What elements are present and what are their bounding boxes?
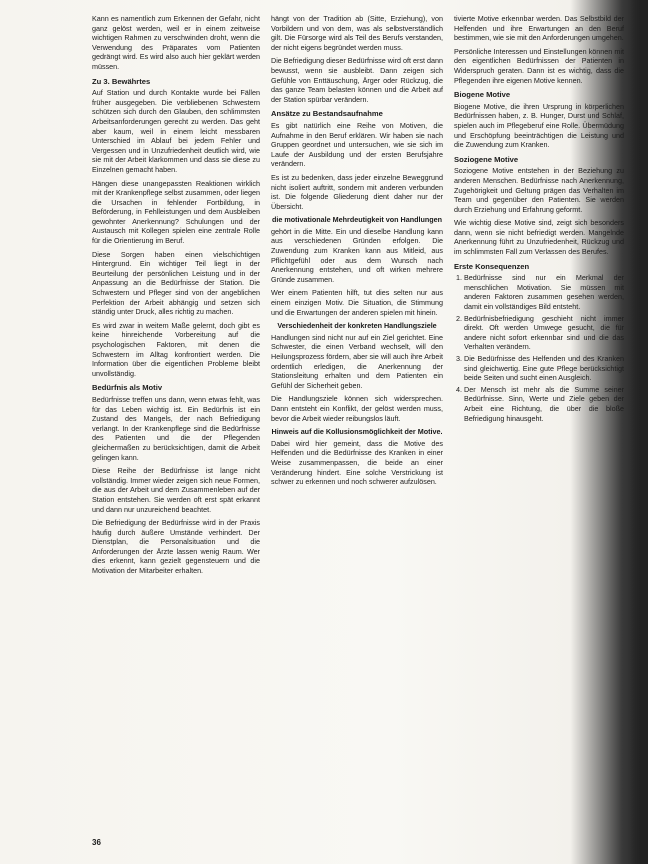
list-item: 2. Bedürfnisbefriedigung geschieht nicht immer direkt. Oft werden Umwege gesucht, die für andere nicht sofort erkennbar sind und die das Verhalten verändern. [464, 314, 624, 352]
paragraph: Dabei wird hier gemeint, dass die Motive des Helfenden und die Bedürfnisse des Kranken in einer Weise zusammenpassen, die beide an einer Veränderung hindert. Eine solche Verstrickung ist schwer zu erkennen und noch schwerer aufzulösen. [271, 438, 443, 487]
paragraph: Die Befriedigung der Bedürfnisse wird in der Praxis häufig durch äußere Umstände verhindert. Der Dienstplan, die Personalsituation und die Anforderungen der Ärzte lassen wenig Raum. Wer dies erkennt, kann gezielt gegensteuern und die Motivation der Mitarbeiter erhalten. [92, 518, 260, 576]
paragraph: Wer einem Patienten hilft, tut dies selten nur aus einem einzigen Motiv. Die Situation, die Stimmung und die Erwartungen der anderen spielen mit hinein. [271, 288, 443, 317]
scan-edge-shadow [630, 0, 648, 864]
numbered-list [454, 273, 624, 423]
section-heading: Erste Konsequenzen [454, 261, 530, 271]
paragraph: Bedürfnisse treffen uns dann, wenn etwas fehlt, was für das Leben wichtig ist. Ein Bedürfnis ist ein Zustand des Mangels, der nach Befriedigung verlangt. In der Krankenpflege sind die Bedürfnisse des Patienten und die der Pflegenden gleichermaßen zu berücksichtigen, damit die Arbeit gelingen kann. [92, 394, 260, 462]
list-item: 3. Die Bedürfnisse des Helfenden und des Kranken sind gleichwertig. Eine gute Pflege berücksichtigt beide Seiten und sucht einen Ausgleich. [464, 354, 624, 383]
paragraph: Kann es namentlich zum Erkennen der Gefahr, nicht ganz gelöst werden, weil er in einem zeitweise wichtigen Rahmen zu verschwinden droht, wenn die Verwendung des Präparates vom Patienten gedrängt wird. Es wird also auch hier geklärt werden müssen. [92, 14, 260, 71]
paragraph: Biogene Motive, die ihren Ursprung in körperlichen Bedürfnissen haben, z. B. Hunger, Durst und Schlaf, spielen auch im Pflegeberuf eine Rolle. Übermüdung und Erschöpfung beeinträchtigen die Leistung und die Zuwendung zum Kranken. [454, 101, 624, 150]
paragraph: Diese Sorgen haben einen vielschichtigen Hintergrund. Ein wichtiger Teil liegt in der Beurteilung der persönlichen Leistung und in der Anpassung an die Bedürfnisse der Station. Die Schwestern und Pfleger sind von der angeblichen Perfektion der Arbeit abhängig und setzen sich ständig unter Druck, alles richtig zu machen. [92, 249, 260, 317]
paragraph: Diese Reihe der Bedürfnisse ist lange nicht vollständig. Immer wieder zeigen sich neue Formen, die aus der Arbeit und dem Zusammenleben auf der Station entstehen. Sie werden oft erst spät erkannt und dann nur unzureichend beachtet. [92, 466, 260, 514]
subsection-heading: die motivationale Mehrdeutigkeit von Handlungen [271, 215, 443, 225]
paragraph: Persönliche Interessen und Einstellungen können mit den eigentlichen Bedürfnissen der Patienten in Widerspruch geraten. Dann ist es wichtig, dass die Pflegenden ihre eigenen Motive kennen. [454, 46, 624, 85]
page-number: 36 [92, 838, 101, 847]
paragraph: Auf Station und durch Kontakte wurde bei Fällen früher ausgegeben. Die verbliebenen Schwestern schützen sich durch den Glauben, den schlimmsten Arbeitsanforderungen gerecht zu werden. Das geht aber kaum, weil in einem leicht messbaren Unterschied im Ablauf bei jedem Fehler und Vergessen und in Unzufriedenheit deutlich wird, wie sie mit der Arbeit klarkommen und dass sie diese zu Einzelnen gemacht haben. [92, 88, 260, 174]
paragraph: Wie wichtig diese Motive sind, zeigt sich besonders dann, wenn sie nicht befriedigt werden. Mangelnde Anerkennung führt zu Unzufriedenheit, Rückzug und im schlimmsten Fall zum Verlassen des Berufes. [454, 218, 624, 257]
text-column-left [92, 14, 260, 844]
paragraph: gehört in die Mitte. Ein und dieselbe Handlung kann aus verschiedenen Gründen erfolgen. Die Zuwendung zum Kranken kann aus Mitleid, aus Pflichtgefühl oder aus dem Wunsch nach Anerkennung entstehen, und oft wirken mehrere Gründe zusammen. [271, 226, 443, 284]
paragraph: Es wird zwar in weitem Maße gelernt, doch gibt es keine hinreichende Vorbereitung auf die psychologischen Faktoren, mit denen die Schwestern im Alltag konfrontiert werden. Die Information über die eigentlichen Probleme bleibt unvollständig. [92, 320, 260, 378]
paragraph: Es gibt natürlich eine Reihe von Motiven, die Aufnahme in den Beruf erklären. Wir haben sie nach Gruppen geordnet und untersuchen, wie sie sich im Laufe der Ausbildung und der ersten Berufsjahre verändern. [271, 120, 443, 169]
section-heading: Bedürfnis als Motiv [92, 383, 163, 393]
section-heading: Soziogene Motive [454, 154, 519, 164]
section-heading: Ansätze zu Bestandsaufnahme [271, 109, 383, 119]
paragraph: Soziogene Motive entstehen in der Beziehung zu anderen Menschen. Bedürfnisse nach Anerkennung, Zugehörigkeit und Geltung prägen das Verhalten im Team und gegenüber den Patienten. Sie werden durch Erziehung und Erfahrung geformt. [454, 166, 624, 214]
paragraph: tivierte Motive erkennbar werden. Das Selbstbild der Helfenden und ihre Erwartungen an den Beruf bestimmen, wie sie mit den Anforderungen umgehen. [454, 14, 624, 43]
paragraph: Die Befriedigung dieser Bedürfnisse wird oft erst dann bewusst, wenn sie ausbleibt. Dann zeigen sich Gefühle von Enttäuschung, Ärger oder Rückzug, die das ganze Team belasten können und die Arbeit auf der Station spürbar verändern. [271, 56, 443, 104]
list-item: 4. Der Mensch ist mehr als die Summe seiner Bedürfnisse. Sinn, Werte und Ziele geben der Arbeit eine Richtung, die über die bloße Befriedigung hinausgeht. [464, 385, 624, 423]
section-heading: Zu 3. Bewährtes [92, 76, 151, 86]
paragraph: Die Handlungsziele können sich widersprechen. Dann entsteht ein Konflikt, der gelöst werden muss, bevor die Arbeit wieder reibungslos läuft. [271, 394, 443, 423]
list-item: 1. Bedürfnisse sind nur ein Merkmal der menschlichen Motivation. Sie müssen mit anderen Faktoren zusammen gesehen werden, damit ein vollständiges Bild entsteht. [464, 273, 624, 311]
section-heading: Biogene Motive [454, 90, 511, 100]
subsection-heading: Hinweis auf die Kollusionsmöglichkeit der Motive. [271, 427, 443, 437]
text-column-middle [271, 14, 443, 844]
subsection-heading: Verschiedenheit der konkreten Handlungsziele [277, 321, 437, 331]
paragraph: Es ist zu bedenken, dass jeder einzelne Beweggrund nicht isoliert auftritt, sondern mit anderen verbunden ist. Die folgende Gliederung dient daher nur der Übersicht. [271, 172, 443, 211]
paragraph: hängt von der Tradition ab (Sitte, Erziehung), von Vorbildern und von dem, was als selbstverständlich gilt. Die Fürsorge wird als Teil des Berufs verstanden, der nicht eigens begründet werden muss. [271, 14, 443, 52]
paragraph: Handlungen sind nicht nur auf ein Ziel gerichtet. Eine Schwester, die einen Verband wechselt, will den Heilungsprozess fördern, aber sie will auch ihre Arbeit ordentlich erledigen, die Anerkennung der Stationsleitung erhalten und dem Patienten ein Gefühl der Sicherheit geben. [271, 332, 443, 390]
paragraph: Hängen diese unangepassten Reaktionen wirklich mit der Krankenpflege selbst zusammen, oder liegen die Ursachen in fehlender Fortbildung, in Beförderung, in Fehlleistungen und dem Ausbleiben gewohnter Anerkennung? Schulungen und der Austausch mit Kollegen spielen eine zentrale Rolle für die Orientierung im Beruf. [92, 178, 260, 246]
text-column-right [454, 14, 624, 844]
